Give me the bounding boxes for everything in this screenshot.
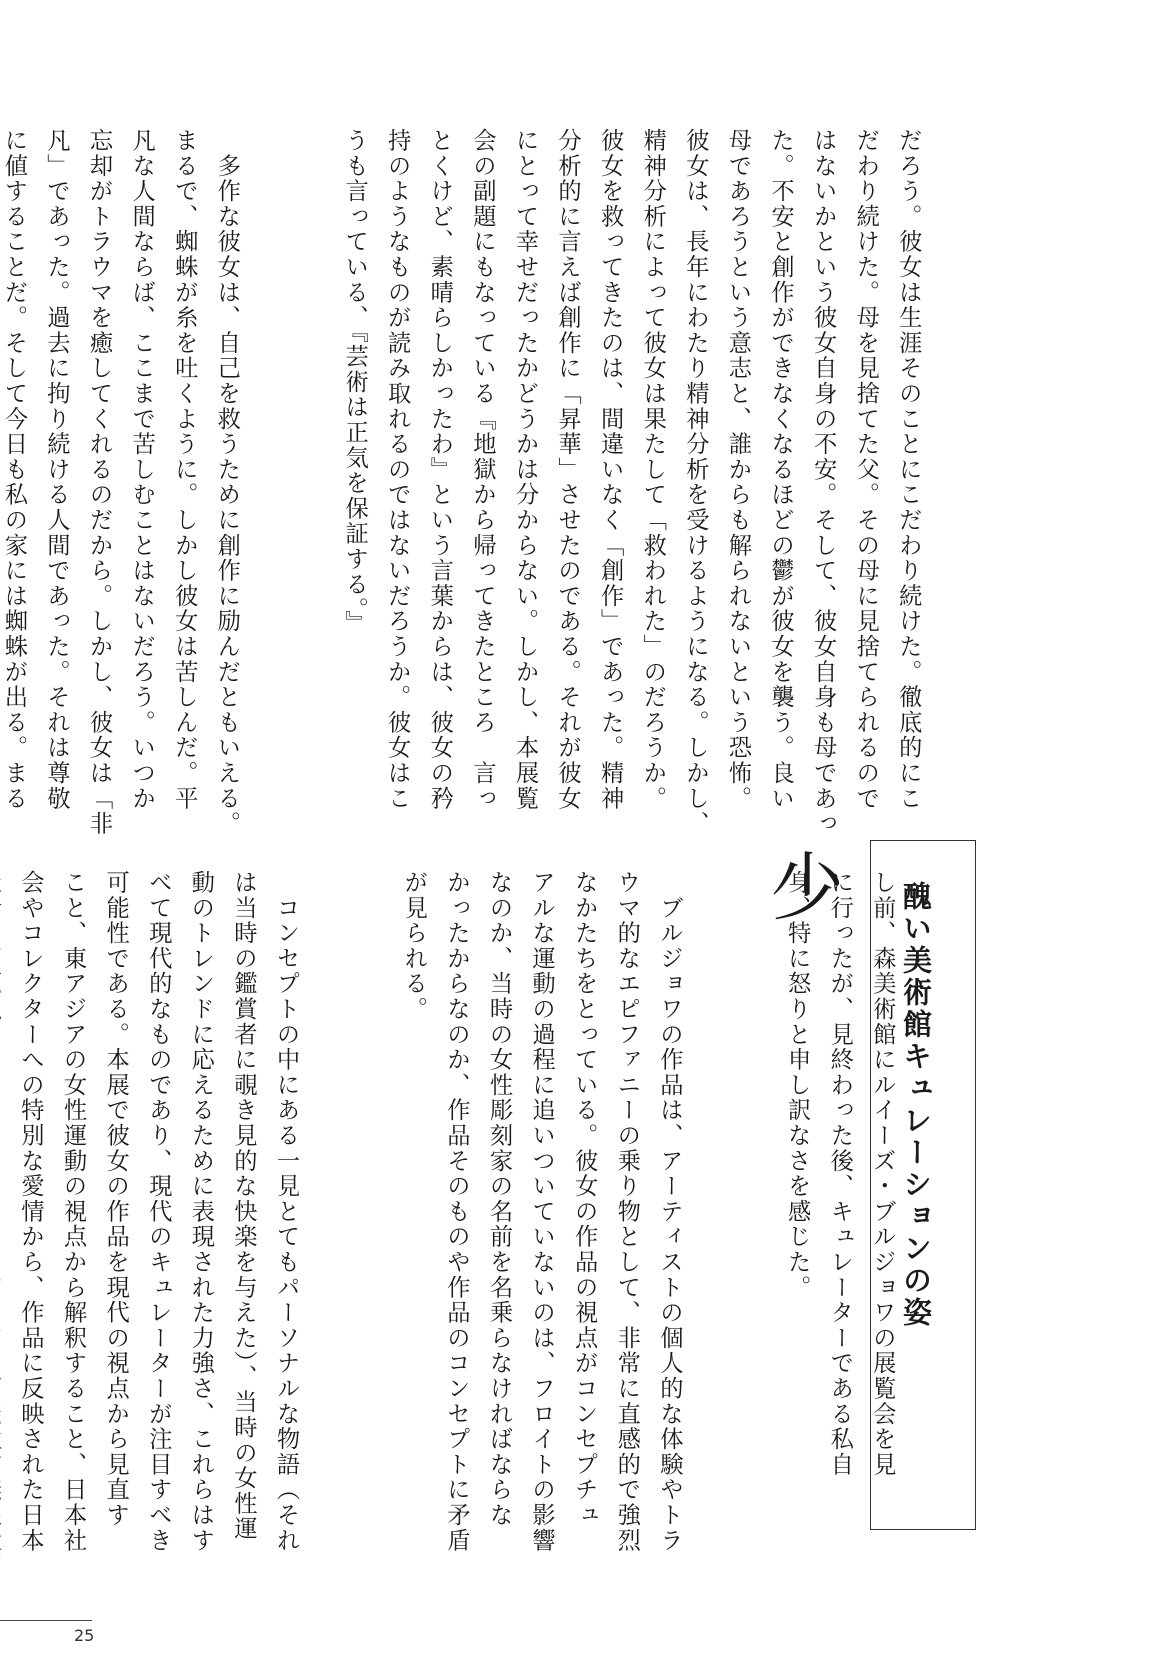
article-paragraph-3: コンセプトの中にある一見とてもパーソナルな物語（それ は当時の鑑賞者に覗き見的な快楽を与えた）、当時の女性運 動のトレンドに応えるために表現された力強さ、これらはす べて現代的なものであり、現代のキュレーターが注目すべき 可能性である。本展で彼女の作品を現代の視点から見直す こと、東アジアの女性運動の視点から解釈すること、日本社 会やコレクターへの特別な愛情から、作品に反映された日本 xyxy=(16,870,300,1554)
top-paragraph-1: だろう。彼女は生涯そのことにこだわり続けた。徹底的にこ だわり続けた。母を見捨てた父。その母に見捨てられるので はないかという彼女自身の不安。そして、彼女自身も母であっ た。不安と創作ができなくなるほどの鬱が彼女を襲う。良い 母であろうという意志と、誰からも解られないという恐怖。 彼女は、長年にわたり精神分析を受けるようになる。しかし、 精神分析によって彼女は果たして「救われた」のだろうか。 彼女を救ってきたのは、間違いなく「創作」であった。精神 分析的に言えば創作に「昇華」させたのである。それが彼女 にとって幸せだったかどうかは分からない。しかし、本展覧 会の副題にもなっている『地獄から帰ってきたところ 言っ とくけど、素晴らしかったわ』という言葉からは、彼女の矜 持のようなものが読み取れるのではないだろうか。彼女はこ うも言っている、『芸術は正気を保証する。』 xyxy=(341,128,922,837)
section-heading: 醜い美術館キュレーションの姿 xyxy=(899,881,933,1329)
footer-rule xyxy=(0,1620,92,1621)
article-text-block xyxy=(0,870,988,1554)
top-text-block xyxy=(0,128,1014,837)
top-paragraph-2: 多作な彼女は、自己を救うために創作に励んだともいえる。 まるで、蜘蛛が糸を吐くように。しかし彼女は苦しんだ。平 凡な人間ならば、ここまで苦しむことはないだろう。いつか 忘却がトラウマを癒してくれるのだから。しかし、彼女は「非 凡」であった。過去に拘り続ける人間であった。それは尊敬 に値することだ。そして今日も私の家には蜘蛛が出る。まる xyxy=(0,128,241,837)
drop-cap: 少 xyxy=(758,848,844,922)
article-paragraph-1: し前、森美術館にルイーズ・ブルジョワの展覧会を見 に行ったが、見終わった後、キュレーターである私自 身、特に怒りと申し訳なさを感じた。 xyxy=(783,870,896,1478)
page-number: 25 xyxy=(74,1626,95,1645)
article-paragraph-2: ブルジョワの作品は、アーティストの個人的な体験やトラ ウマ的なエピファニーの乗り物として、非常に直感的で強烈 なかたちをとっている。彼女の作品の視点がコンセプチュ アルな運動の過程に追いついていないのは、フロイトの影響 なのか、当時の女性彫刻家の名前を名乗らなければならな かったからなのか、作品そのものや作品のコンセプトに矛盾 が見られる。 xyxy=(400,870,683,1554)
